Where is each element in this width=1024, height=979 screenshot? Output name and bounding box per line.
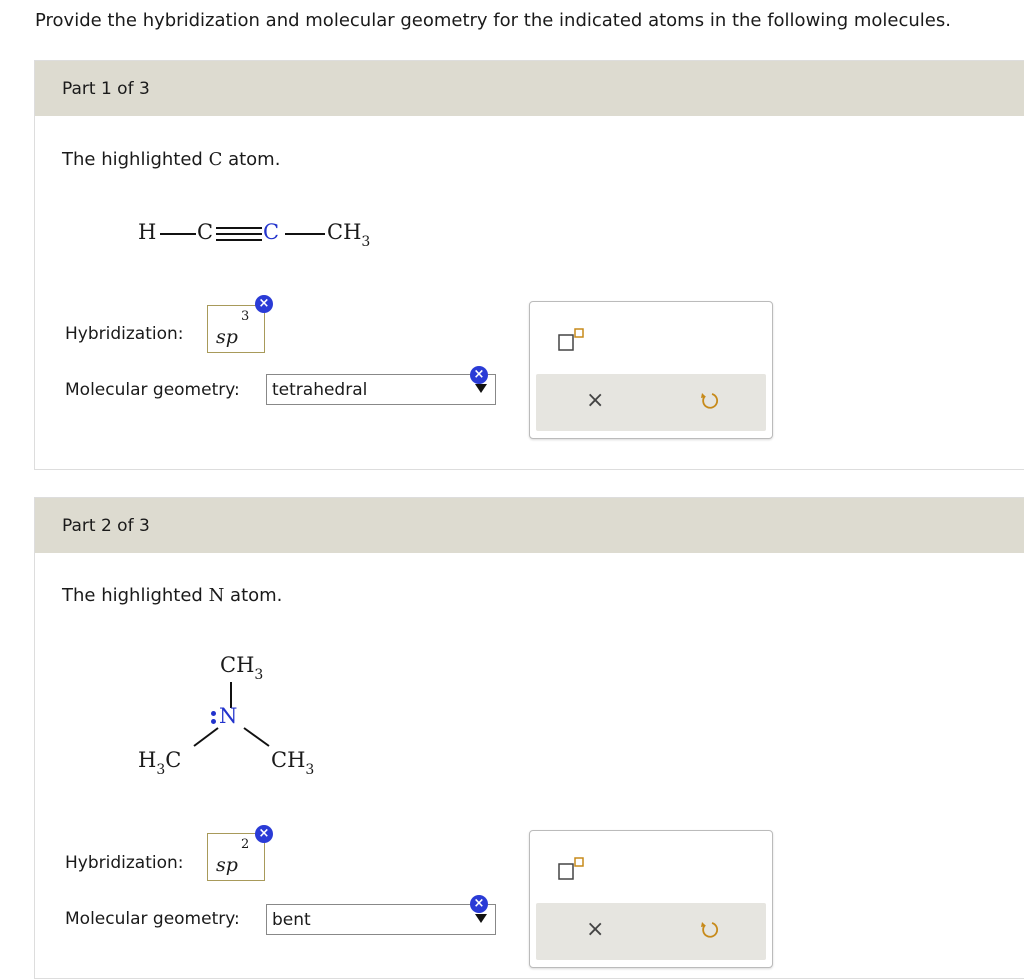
hybridization-answer[interactable]: sp 2 (207, 833, 265, 881)
part-1-header: Part 1 of 3 (35, 61, 1024, 116)
bond-single (285, 233, 325, 235)
atom-h: H (138, 220, 157, 244)
incorrect-icon: × (255, 825, 273, 843)
hybridization-answer[interactable]: sp 3 (207, 305, 265, 353)
undo-icon[interactable] (699, 390, 721, 412)
clear-icon[interactable]: × (586, 388, 605, 413)
group-ch3: $CH_3$ (327, 220, 371, 250)
part-2-header: Part 2 of 3 (35, 498, 1024, 553)
part-1-prompt: The highlighted C atom. (62, 149, 281, 170)
tool-bar (536, 903, 766, 960)
group-ch3-right: $CH_3$ (271, 748, 315, 778)
clear-icon[interactable]: × (586, 917, 605, 942)
part-2-prompt: The highlighted N atom. (62, 585, 283, 606)
tool-bar (536, 374, 766, 431)
incorrect-icon: × (470, 366, 488, 384)
hybridization-label: Hybridization: (65, 324, 184, 344)
geometry-select[interactable]: bent (266, 904, 496, 935)
incorrect-icon: × (470, 895, 488, 913)
atom-c1: C (197, 220, 214, 244)
part-1-card (34, 60, 1024, 470)
undo-icon[interactable] (699, 919, 721, 941)
group-h3c-left: $H_3C$ (138, 748, 182, 778)
bond-single (160, 233, 196, 235)
hybridization-label: Hybridization: (65, 853, 184, 873)
chevron-down-icon (475, 914, 487, 923)
geometry-select[interactable]: tetrahedral (266, 374, 496, 405)
prompt-atom: C (208, 149, 223, 170)
superscript-box-icon[interactable] (558, 857, 584, 881)
atom-n-highlighted: N (219, 704, 238, 728)
prompt-atom: N (208, 585, 225, 606)
bonds-lower (185, 724, 285, 764)
chevron-down-icon (475, 384, 487, 393)
answer-tools-panel (529, 301, 773, 439)
part-2-card (34, 497, 1024, 979)
group-ch3-top: $CH_3$ (220, 653, 264, 683)
lone-pair (211, 711, 216, 716)
instructions: Provide the hybridization and molecular geometry for the indicated atoms in the following molecules. (35, 10, 951, 31)
incorrect-icon: × (255, 295, 273, 313)
atom-c2-highlighted: C (263, 220, 280, 244)
geometry-label: Molecular geometry: (65, 380, 240, 400)
geometry-label: Molecular geometry: (65, 909, 240, 929)
answer-tools-panel (529, 830, 773, 968)
superscript-box-icon[interactable] (558, 328, 584, 352)
